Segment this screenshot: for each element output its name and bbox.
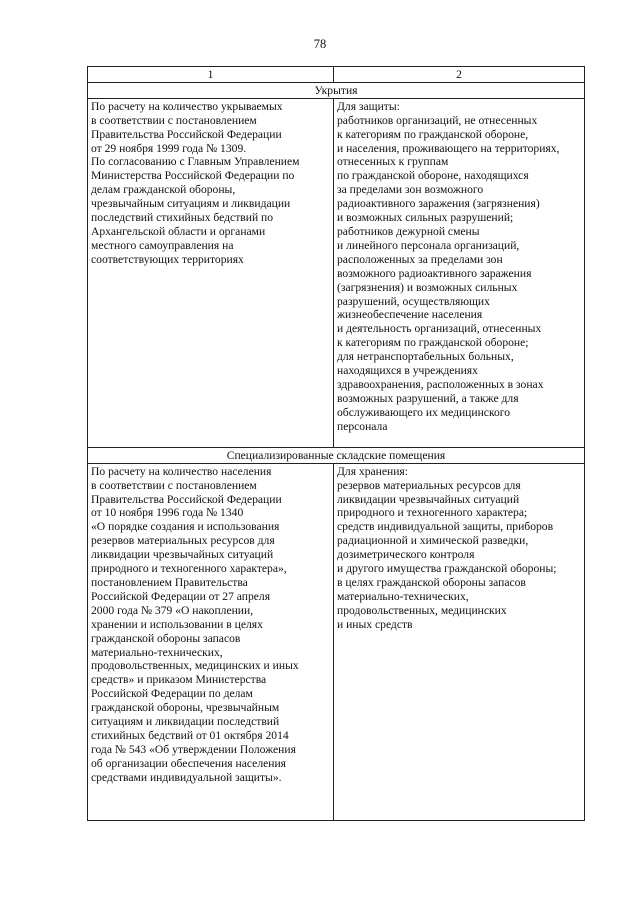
text-line: ситуациям и ликвидации последствий — [91, 715, 280, 729]
column-number-1: 1 — [88, 67, 334, 83]
text-line: работников организаций, не отнесенных — [337, 113, 538, 127]
text-line: радиационной и химической разведки, — [337, 534, 529, 548]
text-line: По согласованию с Главным Управлением — [91, 155, 300, 169]
text-line: разрушений, осуществляющих — [337, 294, 490, 308]
text-line: средствами индивидуальной защиты». — [91, 770, 282, 784]
text-line: от 10 ноября 1996 года № 1340 — [91, 506, 244, 520]
text-line: находящихся в учреждениях — [337, 364, 478, 378]
text-line: об организации обеспечения населения — [91, 756, 286, 770]
section-title-row-warehouses — [88, 447, 585, 463]
text-line: Для защиты: — [337, 99, 400, 113]
text-line: (загрязнения) и возможных сильных — [337, 280, 518, 294]
text-line: персонала — [337, 419, 388, 433]
text-line: от 29 ноября 1999 года № 1309. — [91, 141, 247, 155]
table-row-warehouses — [88, 463, 585, 820]
text-line: материально-технических, — [337, 589, 469, 603]
text-line: расположенных за пределами зон — [337, 252, 503, 266]
document-table — [87, 66, 585, 821]
text-line: гражданской обороны, чрезвычайным — [91, 701, 280, 715]
text-line: Правительства Российской Федерации — [91, 492, 282, 506]
table-header-row — [88, 67, 585, 83]
section-title-warehouses: Специализированные складские помещения — [88, 447, 585, 463]
section-title-shelters: Укрытия — [88, 82, 585, 98]
text-line: дозиметрического контроля — [337, 548, 475, 562]
shelters-basis-cell — [88, 98, 334, 447]
table-row-shelters — [88, 98, 585, 447]
text-line: и другого имущества гражданской обороны; — [337, 562, 557, 576]
text-line: радиоактивного заражения (загрязнения) — [337, 197, 540, 211]
text-line: средств индивидуальной защиты, приборов — [337, 520, 554, 534]
text-line: по гражданской обороне, находящихся — [337, 169, 529, 183]
shelters-purpose-cell — [334, 98, 585, 447]
text-line: соответствующих территориях — [91, 252, 244, 266]
text-line: средств» и приказом Министерства — [91, 673, 267, 687]
text-line: Для хранения: — [337, 464, 408, 478]
text-line: в соответствии с постановлением — [91, 113, 257, 127]
text-line: к категориям по гражданской обороне, — [337, 127, 529, 141]
text-line: возможных разрушений, а также для — [337, 391, 519, 405]
text-line: работников дежурной смены — [337, 224, 480, 238]
text-line: резервов материальных ресурсов для — [91, 534, 275, 548]
text-line: материально-технических, — [91, 645, 223, 659]
text-line: природного и техногенного характера; — [337, 506, 528, 520]
column-number-2: 2 — [334, 67, 585, 83]
text-line: и населения, проживающего на территориях, — [337, 141, 560, 155]
text-line: По расчету на количество укрываемых — [91, 99, 283, 113]
text-line: Правительства Российской Федерации — [91, 127, 282, 141]
text-line: Российской Федерации от 27 апреля — [91, 589, 271, 603]
text-line: «О порядке создания и использования — [91, 520, 280, 534]
text-line: отнесенных к группам — [337, 155, 449, 169]
text-line: Министерства Российской Федерации по — [91, 169, 295, 183]
text-line: Архангельской области и органами — [91, 224, 266, 238]
text-line: Российской Федерации по делам — [91, 687, 253, 701]
text-line: последствий стихийных бедствий по — [91, 211, 274, 225]
text-line: По расчету на количество населения — [91, 464, 272, 478]
text-line: к категориям по гражданской обороне; — [337, 336, 529, 350]
text-line: здравоохранения, расположенных в зонах — [337, 377, 544, 391]
text-line: 2000 года № 379 «О накоплении, — [91, 603, 254, 617]
text-line: гражданской обороны запасов — [91, 631, 241, 645]
text-line: стихийных бедствий от 01 октября 2014 — [91, 728, 289, 742]
text-line: в соответствии с постановлением — [91, 478, 257, 492]
text-line: за пределами зон возможного — [337, 183, 484, 197]
text-line: хранении и использовании в целях — [91, 617, 263, 631]
page-number: 78 — [313, 37, 327, 51]
text-line: жизнеобеспечение населения — [337, 308, 483, 322]
text-line: и возможных сильных разрушений; — [337, 211, 514, 225]
warehouses-basis-cell — [88, 463, 334, 820]
text-line: местного самоуправления на — [91, 238, 234, 252]
text-line: обслуживающего их медицинского — [337, 405, 511, 419]
warehouses-purpose-cell — [334, 463, 585, 820]
text-line: и иных средств — [337, 617, 413, 631]
text-line: и линейного персонала организаций, — [337, 238, 520, 252]
text-line: чрезвычайным ситуациям и ликвидации — [91, 197, 291, 211]
text-line: делам гражданской обороны, — [91, 183, 236, 197]
text-line: продовольственных, медицинских — [337, 603, 507, 617]
text-line: года № 543 «Об утверждении Положения — [91, 742, 296, 756]
section-title-row-shelters — [88, 82, 585, 98]
text-line: ликвидации чрезвычайных ситуаций — [91, 548, 274, 562]
text-line: возможного радиоактивного заражения — [337, 266, 532, 280]
text-line: постановлением Правительства — [91, 575, 248, 589]
text-line: для нетранспортабельных больных, — [337, 350, 514, 364]
text-line: и деятельность организаций, отнесенных — [337, 322, 542, 336]
text-line: ликвидации чрезвычайных ситуаций — [337, 492, 520, 506]
text-line: продовольственных, медицинских и иных — [91, 659, 299, 673]
text-line: в целях гражданской обороны запасов — [337, 575, 526, 589]
text-line: резервов материальных ресурсов для — [337, 478, 521, 492]
text-line: природного и техногенного характера», — [91, 562, 287, 576]
